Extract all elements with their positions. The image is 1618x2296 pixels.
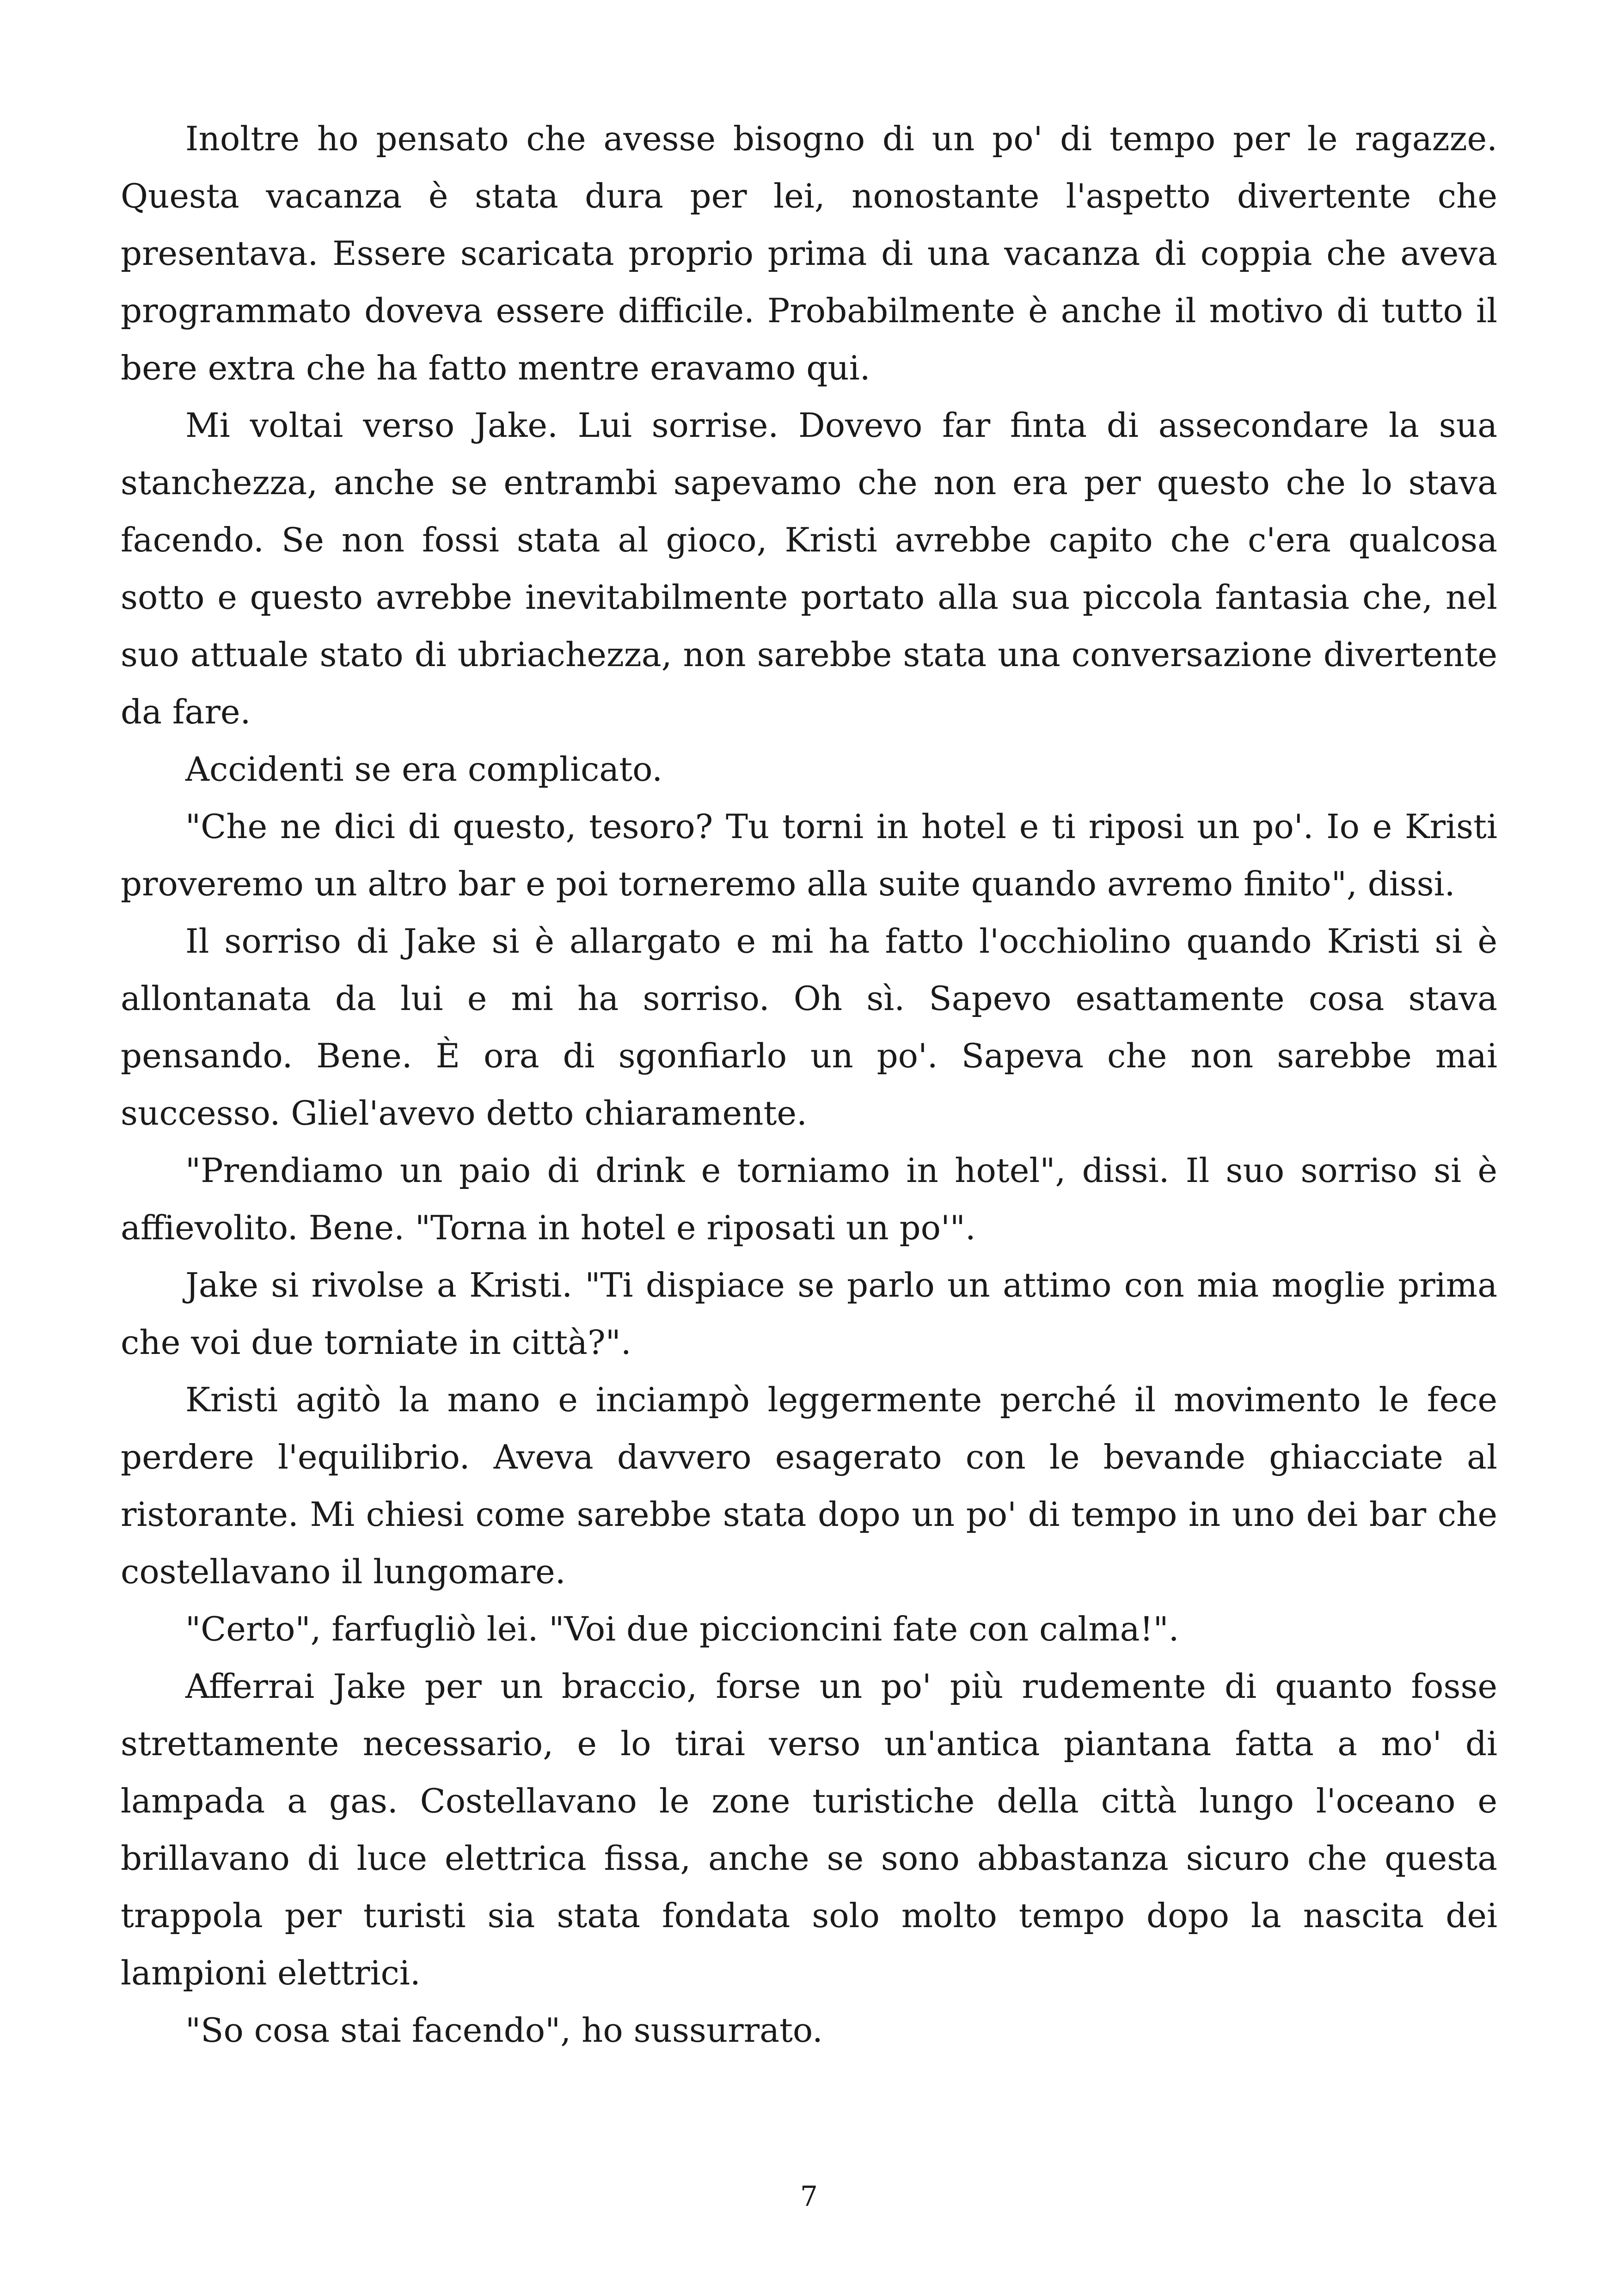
paragraph: Accidenti se era complicato. [185, 750, 663, 789]
paragraph: Il sorriso di Jake si è allargato e mi ha fatto l'occhiolino quando Kristi si è allontanata da lui e mi ha sorriso. Oh sì. Sapevo esattamente cosa stava pensando. Bene. È ora di sgonfiarlo un po'. Sapeva che non sarebbe mai successo. Gliel'avevo detto chiaramente. [121, 922, 1497, 1133]
paragraph: Afferrai Jake per un braccio, forse un po' più rudemente di quanto fosse strettamente necessario, e lo tirai verso un'antica piantana fatta a mo' di lampada a gas. Costellavano le zone turistiche della città lungo l'oceano e brillavano di luce elettrica fissa, anche se sono abbastanza sicuro che questa trappola per turisti sia stata fondata solo molto tempo dopo la nascita dei lampioni elettrici. [121, 1667, 1497, 1992]
paragraph: "So cosa stai facendo", ho sussurrato. [185, 2011, 823, 2050]
paragraph: Kristi agitò la mano e inciampò leggermente perché il movimento le fece perdere l'equilibrio. Aveva davvero esagerato con le bevande ghiacciate al ristorante. Mi chiesi come sarebbe stata dopo un po' di tempo in uno dei bar che costellavano il lungomare. [121, 1380, 1497, 1591]
paragraph: Inoltre ho pensato che avesse bisogno di un po' di tempo per le ragazze. Questa vacanza è stata dura per lei, nonostante l'aspetto divertente che presentava. Essere scaricata proprio prima di una vacanza di coppia che aveva programmato doveva essere difficile. Probabilmente è anche il motivo di tutto il bere extra che ha fatto mentre eravamo qui. [121, 119, 1497, 387]
body-text [121, 110, 1497, 2059]
paragraph: "Certo", farfugliò lei. "Voi due piccioncini fate con calma!". [185, 1610, 1179, 1648]
paragraph: "Prendiamo un paio di drink e torniamo in hotel", dissi. Il suo sorriso si è affievolito. Bene. "Torna in hotel e riposati un po'". [121, 1151, 1497, 1247]
paragraph: "Che ne dici di questo, tesoro? Tu torni in hotel e ti riposi un po'. Io e Kristi proveremo un altro bar e poi torneremo alla suite quando avremo finito", dissi. [121, 807, 1497, 903]
page-number: 7 [800, 2180, 818, 2213]
paragraph: Mi voltai verso Jake. Lui sorrise. Dovevo far finta di assecondare la sua stanchezza, anche se entrambi sapevamo che non era per questo che lo stava facendo. Se non fossi stata al gioco, Kristi avrebbe capito che c'era qualcosa sotto e questo avrebbe inevitabilmente portato alla sua piccola fantasia che, nel suo attuale stato di ubriachezza, non sarebbe stata una conversazione divertente da fare. [121, 406, 1497, 731]
paragraph: Jake si rivolse a Kristi. "Ti dispiace se parlo un attimo con mia moglie prima che voi due torniate in città?". [121, 1266, 1497, 1362]
